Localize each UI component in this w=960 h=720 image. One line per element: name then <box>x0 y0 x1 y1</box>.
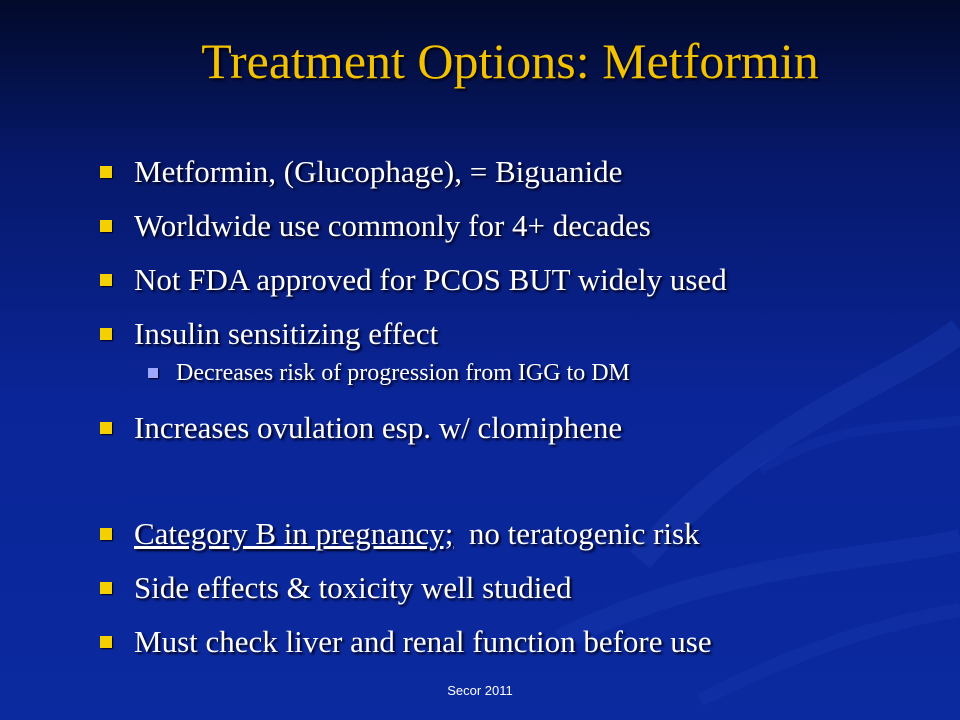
slide-title: Treatment Options: Metformin <box>201 33 819 89</box>
bullet-item <box>100 406 940 512</box>
bullet-text-rest: no teratogenic risk <box>453 516 700 551</box>
bullet-text-underlined: Category B in pregnancy; <box>134 516 454 551</box>
square-bullet-icon <box>100 220 112 232</box>
bullet-item <box>100 258 940 312</box>
bullet-text: Insulin sensitizing effect <box>134 316 439 351</box>
sub-bullet-item <box>100 358 940 406</box>
bullet-item <box>100 204 940 258</box>
square-bullet-icon <box>100 422 112 434</box>
bullet-text: Increases ovulation esp. w/ clomiphene <box>134 410 623 445</box>
square-bullet-icon <box>100 582 112 594</box>
bullet-item <box>100 566 940 620</box>
square-bullet-icon <box>100 166 112 178</box>
bullet-text: Side effects & toxicity well studied <box>134 570 572 605</box>
square-bullet-icon <box>100 328 112 340</box>
bullet-text: Must check liver and renal function before use <box>134 624 712 659</box>
square-bullet-icon <box>100 274 112 286</box>
square-bullet-icon <box>100 636 112 648</box>
bullet-item <box>100 620 940 674</box>
bullet-text: Not FDA approved for PCOS BUT widely used <box>134 262 727 297</box>
bullet-text: Metformin, (Glucophage), = Biguanide <box>134 154 623 189</box>
sub-bullet-text: Decreases risk of progression from IGG to DM <box>176 360 630 386</box>
bullet-list <box>100 150 940 674</box>
bullet-item <box>100 312 940 358</box>
bullet-item <box>100 150 940 204</box>
bullet-item <box>100 512 940 566</box>
square-sub-bullet-icon <box>148 368 158 378</box>
square-bullet-icon <box>100 528 112 540</box>
footer-text: Secor 2011 <box>447 683 513 698</box>
bullet-text: Worldwide use commonly for 4+ decades <box>134 208 651 243</box>
